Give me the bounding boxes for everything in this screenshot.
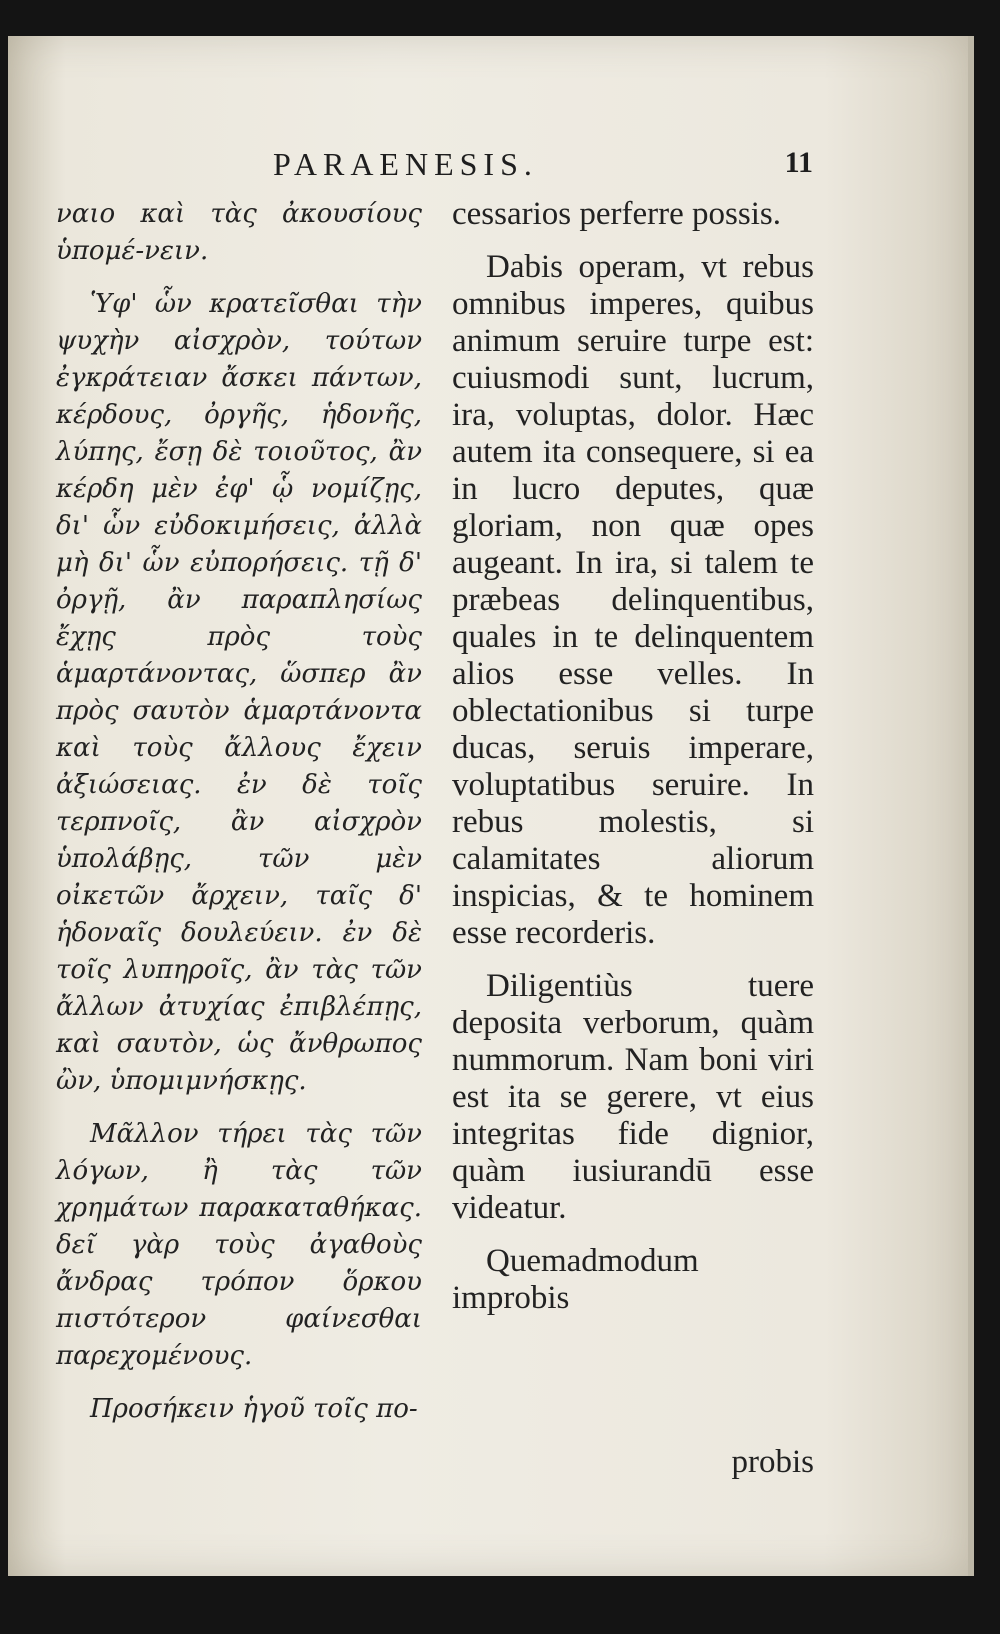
- latin-paragraph: Diligentiùs tuere deposita verborum, quàm nummorum. Nam boni viri est ita se gerere, vt eius integritas fide dignior, quàm iusiurandū esse videatur.: [452, 968, 814, 1226]
- latin-paragraph: cessarios perferre possis.: [452, 196, 781, 232]
- greek-column: [56, 196, 422, 1444]
- page-number: 11: [784, 146, 813, 179]
- latin-paragraph: Dabis operam, vt rebus omnibus imperes, quibus animum seruire turpe est: cuiusmodi sunt, lucrum, ira, voluptas, dolor. Hæc autem ita consequere, si ea in lucro deputes, quæ gloriam, non quæ opes augeant. In ira, si talem te præbeas delinquentibus, quales in te delinquentem alios esse velles. In oblectationibus si turpe ducas, seruis imperare, voluptatibus seruire. In rebus molestis, si calamitates aliorum inspicias, & te hominem esse recorderis.: [452, 249, 814, 951]
- running-title: PARAENESIS.: [273, 146, 538, 182]
- greek-paragraph: Μᾶλλον τήρει τὰς τῶν λόγων, ἢ τὰς τῶν χρημάτων παρακαταθήκας. δεῖ γὰρ τοὺς ἀγαθοὺς ἄνδρας τρόπον ὅρκου πιστότερον φαίνεσθαι παρεχομένους.: [56, 1119, 422, 1371]
- greek-paragraph: Προσήκειν ἡγοῦ τοῖς πο-: [90, 1394, 418, 1424]
- greek-paragraph: ναιο καὶ τὰς ἀκουσίους ὑπομέ-νειν.: [56, 199, 422, 266]
- greek-paragraph: Ὑφ' ὧν κρατεῖσθαι τὴν ψυχὴν αἰσχρὸν, τούτων ἐγκράτειαν ἄσκει πάντων, κέρδους, ὀργῆς, ἡδονῆς, λύπης, ἔσῃ δὲ τοιοῦτος, ἂν κέρδη μὲν ἐφ' ᾧ νομίζῃς, δι' ὧν εὐδοκιμήσεις, ἀλλὰ μὴ δι' ὧν εὐπορήσεις. τῇ δ' ὀργῇ, ἂν παραπλησίως ἔχῃς πρὸς τοὺς ἁμαρτάνοντας, ὥσπερ ἂν πρὸς σαυτὸν ἁμαρτάνοντα καὶ τοὺς ἄλλους ἔχειν ἀξιώσειας. ἐν δὲ τοῖς τερπνοῖς, ἂν αἰσχρὸν ὑπολάβῃς, τῶν μὲν οἰκετῶν ἄρχειν, ταῖς δ' ἡδοναῖς δουλεύειν. ἐν δὲ τοῖς λυπηροῖς, ἂν τὰς τῶν ἄλλων ἀτυχίας ἐπιβλέπῃς, καὶ σαυτὸν, ὡς ἄνθρωπος ὢν, ὑπομιμνήσκῃς.: [56, 289, 422, 1096]
- latin-paragraph: Quemadmodum improbis: [452, 1243, 699, 1316]
- book-page: [8, 36, 974, 1576]
- catchword: probis: [731, 1444, 814, 1480]
- latin-column: [452, 196, 814, 1480]
- running-head: [273, 146, 813, 186]
